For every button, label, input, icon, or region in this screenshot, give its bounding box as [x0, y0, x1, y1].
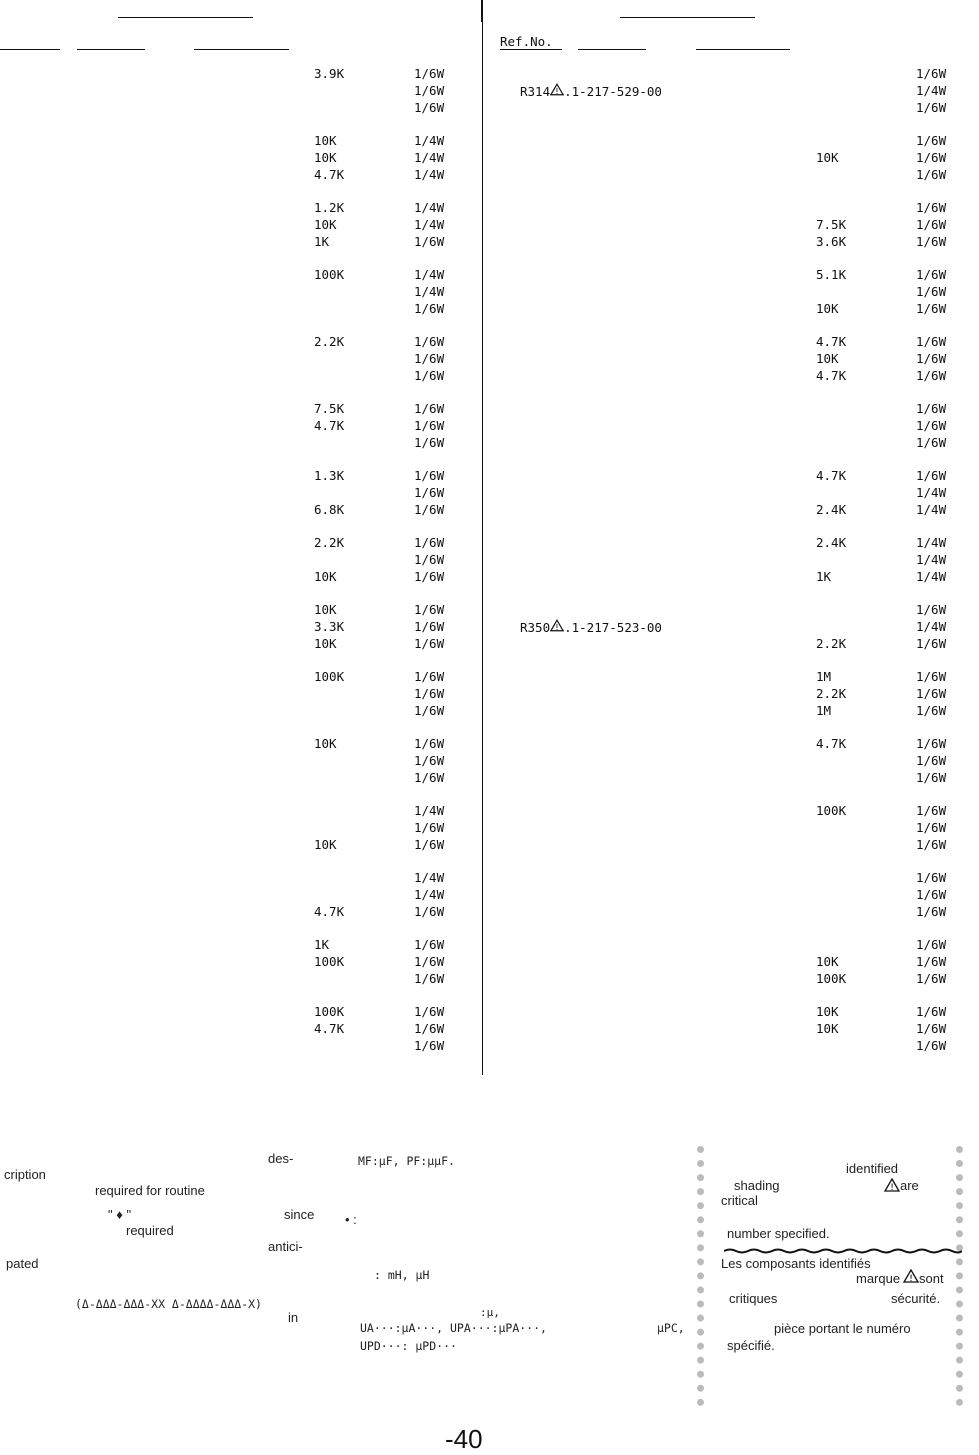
note-ua: UA···:μA···, UPA···:μPA···, [360, 1321, 547, 1335]
note-des: des- [268, 1151, 294, 1166]
wattage-value: 1/6W [414, 1021, 445, 1036]
resistance-value: 1K [816, 569, 832, 584]
resistance-value: 4.7K [816, 368, 847, 383]
parts-row [484, 703, 979, 719]
note-mu: :μ, [480, 1306, 500, 1319]
wattage-value: 1/4W [916, 83, 947, 98]
wattage-value: 1/4W [414, 887, 445, 902]
parts-row [0, 1004, 480, 1020]
wattage-value: 1/6W [414, 736, 445, 751]
parts-row [484, 837, 979, 853]
resistance-value: 10K [314, 837, 337, 852]
wattage-value: 1/6W [916, 870, 947, 885]
resistance-value: 10K [314, 217, 337, 232]
parts-row [0, 502, 480, 518]
notice-critical: critical [721, 1193, 758, 1208]
warning-triangle-icon [550, 619, 564, 632]
wattage-value: 1/6W [414, 937, 445, 952]
wattage-value: 1/4W [414, 150, 445, 165]
resistance-value: 2.2K [816, 636, 847, 651]
resistance-value: 100K [314, 669, 345, 684]
note-pated: pated [6, 1256, 39, 1271]
parts-row [0, 150, 480, 166]
resistance-value: 10K [816, 1021, 839, 1036]
wattage-value: 1/6W [916, 803, 947, 818]
notice-warning-icon-2 [903, 1269, 919, 1286]
safety-notice [697, 1146, 963, 1406]
wattage-value: 1/6W [916, 200, 947, 215]
parts-row [484, 552, 979, 568]
notice-specifie: spécifié. [727, 1338, 775, 1353]
wattage-value: 1/6W [916, 351, 947, 366]
wattage-value: 1/6W [414, 535, 445, 550]
parts-row [484, 167, 979, 183]
parts-row [0, 954, 480, 970]
wattage-value: 1/6W [414, 1038, 445, 1053]
note-since: since [284, 1207, 315, 1222]
parts-row [0, 284, 480, 300]
parts-row [484, 619, 979, 635]
note-in: in [288, 1310, 299, 1325]
wattage-value: 1/6W [916, 267, 947, 282]
parts-row [0, 66, 480, 82]
wattage-value: 1/6W [916, 686, 947, 701]
right-col-rule-1 [500, 49, 562, 50]
wattage-value: 1/6W [414, 83, 445, 98]
note-required: required [126, 1223, 174, 1238]
parts-row [0, 904, 480, 920]
wattage-value: 1/6W [414, 368, 445, 383]
wattage-value: 1/4W [414, 200, 445, 215]
wattage-value: 1/6W [414, 636, 445, 651]
note-mh: : mH, μH [374, 1268, 430, 1282]
safety-warning-icon [550, 83, 564, 100]
note-antici: antici- [268, 1239, 303, 1254]
wattage-value: 1/6W [916, 887, 947, 902]
right-col-rule-2 [578, 49, 646, 50]
resistance-value: 10K [816, 301, 839, 316]
resistance-value: 10K [314, 636, 337, 651]
wattage-value: 1/4W [414, 284, 445, 299]
svg-text:!: ! [555, 622, 559, 632]
wattage-value: 1/6W [916, 468, 947, 483]
notice-are: are [900, 1178, 919, 1193]
wattage-value: 1/6W [414, 66, 445, 81]
ref-number [520, 83, 662, 100]
parts-row [484, 736, 979, 752]
parts-row [0, 837, 480, 853]
parts-row [0, 418, 480, 434]
resistance-value: 10K [314, 602, 337, 617]
parts-row [0, 803, 480, 819]
parts-row [0, 569, 480, 585]
parts-row [0, 602, 480, 618]
wattage-value: 1/4W [414, 167, 445, 182]
wattage-value: 1/6W [916, 1004, 947, 1019]
ref-designator: R350 [520, 620, 551, 635]
part-number: .1-217-529-00 [564, 84, 662, 99]
wattage-value: 1/6W [916, 284, 947, 299]
note-mf: MF:μF, PF:μμF. [358, 1154, 455, 1168]
wattage-value: 1/4W [414, 803, 445, 818]
parts-row [484, 468, 979, 484]
resistance-value: 4.7K [314, 167, 345, 182]
parts-row [484, 284, 979, 300]
parts-row [484, 234, 979, 250]
wattage-value: 1/6W [916, 217, 947, 232]
wattage-value: 1/6W [916, 669, 947, 684]
wattage-value: 1/6W [414, 686, 445, 701]
resistance-value: 100K [816, 971, 847, 986]
wattage-value: 1/6W [916, 133, 947, 148]
parts-row [0, 468, 480, 484]
wattage-value: 1/6W [414, 569, 445, 584]
wattage-value: 1/6W [916, 954, 947, 969]
parts-row [0, 937, 480, 953]
note-upd: UPD···: μPD··· [360, 1339, 457, 1353]
resistance-value: 100K [816, 803, 847, 818]
parts-row [0, 334, 480, 350]
parts-row [484, 937, 979, 953]
parts-row [484, 418, 979, 434]
wattage-value: 1/6W [916, 904, 947, 919]
wattage-value: 1/6W [414, 334, 445, 349]
resistance-value: 3.6K [816, 234, 847, 249]
note-upc: μPC, [657, 1321, 685, 1335]
resistance-value: 2.2K [816, 686, 847, 701]
wattage-value: 1/6W [916, 368, 947, 383]
resistance-value: 1M [816, 703, 832, 718]
resistance-value: 2.2K [314, 535, 345, 550]
resistance-value: 1M [816, 669, 832, 684]
resistance-value: 2.4K [816, 535, 847, 550]
resistance-value: 4.7K [314, 418, 345, 433]
warning-triangle-icon [903, 1269, 919, 1283]
parts-row [484, 602, 979, 618]
wattage-value: 1/6W [414, 234, 445, 249]
note-mark: " ♦ " [108, 1207, 132, 1222]
note-required-routine: required for routine [95, 1183, 205, 1198]
parts-row [0, 770, 480, 786]
wattage-value: 1/6W [916, 636, 947, 651]
wattage-value: 1/6W [916, 1038, 947, 1053]
parts-row [484, 753, 979, 769]
parts-row [0, 820, 480, 836]
resistance-value: 7.5K [816, 217, 847, 232]
resistance-value: 3.9K [314, 66, 345, 81]
resistance-value: 2.2K [314, 334, 345, 349]
parts-row [484, 870, 979, 886]
svg-text:!: ! [890, 1183, 894, 1192]
parts-row [0, 636, 480, 652]
resistance-value: 100K [314, 267, 345, 282]
resistance-value: 6.8K [314, 502, 345, 517]
parts-row [0, 435, 480, 451]
left-title-underline [118, 17, 253, 18]
wattage-value: 1/6W [414, 669, 445, 684]
parts-row [484, 971, 979, 987]
parts-row [0, 83, 480, 99]
wattage-value: 1/6W [916, 753, 947, 768]
resistance-value: 1.3K [314, 468, 345, 483]
wattage-value: 1/6W [916, 837, 947, 852]
resistance-value: 1K [314, 234, 330, 249]
wattage-value: 1/6W [916, 66, 947, 81]
wattage-value: 1/6W [414, 401, 445, 416]
parts-row [0, 971, 480, 987]
wattage-value: 1/6W [916, 1021, 947, 1036]
parts-row [484, 267, 979, 283]
left-col-rule-2 [77, 49, 145, 50]
ref-number [520, 619, 662, 636]
resistance-value: 4.7K [816, 468, 847, 483]
wattage-value: 1/4W [916, 619, 947, 634]
parts-row [484, 485, 979, 501]
wattage-value: 1/6W [916, 820, 947, 835]
wattage-value: 1/6W [916, 937, 947, 952]
wattage-value: 1/6W [916, 301, 947, 316]
parts-row [484, 200, 979, 216]
parts-row [484, 1038, 979, 1054]
column-divider [482, 0, 483, 1075]
parts-row [0, 368, 480, 384]
resistance-value: 10K [816, 954, 839, 969]
wattage-value: 1/6W [916, 234, 947, 249]
parts-row [484, 887, 979, 903]
notice-wavy-divider [724, 1248, 962, 1254]
wattage-value: 1/6W [916, 770, 947, 785]
parts-row [0, 167, 480, 183]
parts-row [484, 1004, 979, 1020]
wattage-value: 1/6W [916, 150, 947, 165]
parts-row [484, 636, 979, 652]
page-number: -40 [445, 1424, 483, 1454]
resistance-value: 10K [314, 133, 337, 148]
svg-text:!: ! [909, 1274, 913, 1283]
notice-warning-icon-1 [884, 1178, 900, 1195]
note-dot: • : [345, 1212, 357, 1227]
parts-row [0, 234, 480, 250]
resistance-value: 4.7K [816, 334, 847, 349]
warning-triangle-icon [550, 83, 564, 96]
wattage-value: 1/6W [414, 954, 445, 969]
parts-row [0, 619, 480, 635]
wattage-value: 1/4W [916, 502, 947, 517]
resistance-value: 2.4K [816, 502, 847, 517]
wattage-value: 1/4W [916, 569, 947, 584]
wattage-value: 1/4W [916, 485, 947, 500]
parts-row [484, 669, 979, 685]
resistance-value: 4.7K [314, 904, 345, 919]
wattage-value: 1/6W [414, 904, 445, 919]
parts-row [0, 485, 480, 501]
wattage-value: 1/6W [414, 753, 445, 768]
parts-row [484, 83, 979, 99]
wattage-value: 1/6W [916, 736, 947, 751]
resistance-value: 1.2K [314, 200, 345, 215]
parts-row [0, 100, 480, 116]
wattage-value: 1/6W [916, 435, 947, 450]
wattage-value: 1/4W [414, 870, 445, 885]
ref-no-header: Ref.No. [500, 34, 553, 49]
resistance-value: 5.1K [816, 267, 847, 282]
parts-row [484, 502, 979, 518]
notice-sont: sont [919, 1271, 944, 1286]
wattage-value: 1/6W [414, 1004, 445, 1019]
parts-row [484, 133, 979, 149]
wattage-value: 1/6W [916, 334, 947, 349]
wattage-value: 1/6W [414, 552, 445, 567]
parts-row [0, 870, 480, 886]
warning-triangle-icon [884, 1178, 900, 1192]
wattage-value: 1/6W [414, 485, 445, 500]
parts-row [0, 200, 480, 216]
wattage-value: 1/6W [916, 703, 947, 718]
parts-row [484, 820, 979, 836]
wattage-value: 1/6W [916, 401, 947, 416]
wattage-value: 1/6W [414, 435, 445, 450]
note-pattern: (Δ-ΔΔΔ-ΔΔΔ-XX Δ-ΔΔΔΔ-ΔΔΔ-X) [75, 1297, 262, 1311]
parts-row [484, 904, 979, 920]
resistance-value: 100K [314, 1004, 345, 1019]
parts-row [484, 803, 979, 819]
note-cription: cription [4, 1167, 46, 1182]
resistance-value: 7.5K [314, 401, 345, 416]
wattage-value: 1/6W [414, 502, 445, 517]
wattage-value: 1/6W [414, 820, 445, 835]
parts-row [484, 334, 979, 350]
resistance-value: 100K [314, 954, 345, 969]
ref-designator: R314 [520, 84, 551, 99]
left-col-rule-3 [194, 49, 289, 50]
left-col-rule-1 [0, 49, 60, 50]
wattage-value: 1/4W [414, 133, 445, 148]
safety-warning-icon [550, 619, 564, 636]
wattage-value: 1/4W [414, 217, 445, 232]
parts-row [0, 1021, 480, 1037]
wattage-value: 1/6W [414, 703, 445, 718]
parts-row [484, 301, 979, 317]
wattage-value: 1/4W [916, 552, 947, 567]
wattage-value: 1/6W [916, 100, 947, 115]
wattage-value: 1/6W [414, 837, 445, 852]
right-col-rule-3 [696, 49, 790, 50]
parts-row [484, 100, 979, 116]
parts-row [484, 435, 979, 451]
notice-number-specified: number specified. [727, 1226, 830, 1241]
parts-row [484, 66, 979, 82]
parts-row [0, 267, 480, 283]
parts-row [0, 301, 480, 317]
wattage-value: 1/6W [414, 418, 445, 433]
wattage-value: 1/6W [916, 602, 947, 617]
right-title-underline [620, 17, 755, 18]
notice-shading: shading [734, 1178, 780, 1193]
parts-row [0, 535, 480, 551]
wattage-value: 1/6W [414, 100, 445, 115]
parts-row [484, 368, 979, 384]
wattage-value: 1/4W [916, 535, 947, 550]
resistance-value: 10K [816, 150, 839, 165]
parts-row [0, 887, 480, 903]
svg-text:!: ! [555, 86, 559, 96]
wattage-value: 1/6W [414, 351, 445, 366]
parts-row [0, 552, 480, 568]
resistance-value: 10K [816, 1004, 839, 1019]
part-number: .1-217-523-00 [564, 620, 662, 635]
notice-marque: marque [856, 1271, 901, 1286]
wattage-value: 1/6W [414, 602, 445, 617]
resistance-value: 3.3K [314, 619, 345, 634]
parts-row [0, 133, 480, 149]
resistance-value: 1K [314, 937, 330, 952]
parts-row [484, 569, 979, 585]
parts-row [484, 401, 979, 417]
parts-row [484, 1021, 979, 1037]
wattage-value: 1/6W [414, 468, 445, 483]
parts-row [0, 686, 480, 702]
parts-row [484, 954, 979, 970]
wattage-value: 1/6W [916, 167, 947, 182]
notice-piece: pièce portant le numéro [774, 1321, 911, 1336]
parts-row [0, 753, 480, 769]
parts-row [484, 150, 979, 166]
parts-row [484, 217, 979, 233]
resistance-value: 10K [314, 736, 337, 751]
wattage-value: 1/6W [916, 418, 947, 433]
wattage-value: 1/6W [414, 301, 445, 316]
parts-row [0, 1038, 480, 1054]
parts-row [484, 686, 979, 702]
notice-securite: sécurité. [891, 1291, 941, 1306]
notice-identified: identified [846, 1161, 899, 1176]
parts-row [484, 351, 979, 367]
wattage-value: 1/6W [414, 770, 445, 785]
resistance-value: 4.7K [314, 1021, 345, 1036]
wattage-value: 1/6W [916, 971, 947, 986]
notice-les-composants: Les composants identifiés [721, 1256, 871, 1271]
wattage-value: 1/6W [414, 971, 445, 986]
wattage-value: 1/4W [414, 267, 445, 282]
parts-row [0, 351, 480, 367]
wattage-value: 1/6W [414, 619, 445, 634]
parts-row [484, 535, 979, 551]
resistance-value: 10K [816, 351, 839, 366]
parts-row [0, 401, 480, 417]
notice-critiques: critiques [729, 1291, 778, 1306]
parts-row [0, 703, 480, 719]
parts-row [0, 217, 480, 233]
parts-row [0, 736, 480, 752]
resistance-value: 10K [314, 569, 337, 584]
parts-row [484, 770, 979, 786]
resistance-value: 4.7K [816, 736, 847, 751]
resistance-value: 10K [314, 150, 337, 165]
parts-row [0, 669, 480, 685]
